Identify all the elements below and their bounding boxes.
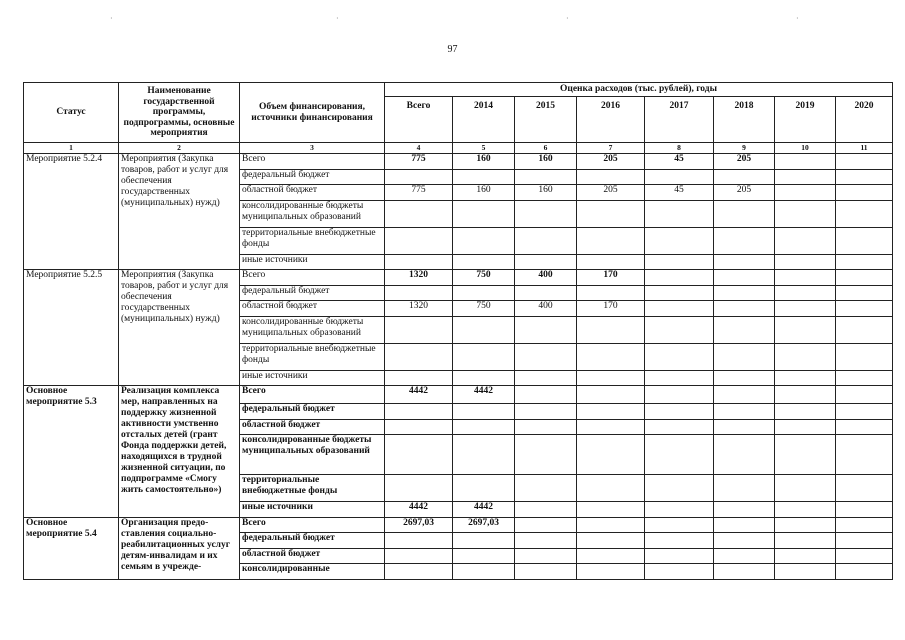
value-cell <box>577 502 645 518</box>
value-cell <box>714 533 775 549</box>
section-status: Мероприятие 5.2.4 <box>24 154 119 270</box>
value-cell <box>836 533 893 549</box>
value-cell <box>836 386 893 404</box>
value-cell: 160 <box>515 154 577 170</box>
value-cell <box>577 227 645 254</box>
value-cell <box>714 419 775 435</box>
value-cell <box>836 185 893 201</box>
value-cell <box>775 154 836 170</box>
value-cell <box>515 316 577 343</box>
funding-source: территориальные внебюджетные фонды <box>240 475 385 502</box>
table-row <box>24 517 893 533</box>
value-cell: 205 <box>577 185 645 201</box>
value-cell <box>836 254 893 270</box>
funding-source: территориальные внебюджетные фонды <box>240 227 385 254</box>
value-cell: 750 <box>453 301 515 317</box>
value-cell <box>645 301 714 317</box>
value-cell: 45 <box>645 154 714 170</box>
value-cell <box>645 419 714 435</box>
value-cell <box>775 435 836 475</box>
scan-speck: · <box>110 14 113 23</box>
value-cell <box>385 316 453 343</box>
value-cell <box>385 343 453 370</box>
value-cell <box>453 419 515 435</box>
column-index: 11 <box>836 143 893 154</box>
scan-speck: · <box>566 14 569 23</box>
value-cell <box>775 502 836 518</box>
value-cell <box>515 404 577 420</box>
value-cell <box>645 227 714 254</box>
value-cell: 4442 <box>453 502 515 518</box>
column-index: 5 <box>453 143 515 154</box>
value-cell <box>645 502 714 518</box>
value-cell <box>515 475 577 502</box>
value-cell <box>775 564 836 580</box>
value-cell <box>577 343 645 370</box>
value-cell <box>577 386 645 404</box>
column-index: 7 <box>577 143 645 154</box>
value-cell <box>577 254 645 270</box>
section-status: Основное мероприятие 5.4 <box>24 517 119 579</box>
value-cell <box>775 517 836 533</box>
value-cell: 160 <box>453 154 515 170</box>
value-cell <box>775 386 836 404</box>
value-cell <box>385 169 453 185</box>
section-name: Мероприятия (Закупка товаров, работ и услуг для обеспечения государственных (муниципальных) нужд) <box>119 270 240 386</box>
value-cell <box>577 548 645 564</box>
header-year-7: 2020 <box>836 97 893 143</box>
funding-source: иные источники <box>240 502 385 518</box>
funding-source: консолидированные <box>240 564 385 580</box>
column-index: 3 <box>240 143 385 154</box>
value-cell: 775 <box>385 185 453 201</box>
value-cell <box>515 435 577 475</box>
value-cell <box>775 316 836 343</box>
value-cell <box>714 404 775 420</box>
value-cell <box>453 169 515 185</box>
value-cell <box>453 316 515 343</box>
value-cell <box>714 370 775 386</box>
value-cell <box>453 404 515 420</box>
header-year-3: 2016 <box>577 97 645 143</box>
funding-source: консолидированные бюджеты муниципальных образований <box>240 435 385 475</box>
value-cell <box>714 227 775 254</box>
value-cell: 45 <box>645 185 714 201</box>
value-cell <box>775 548 836 564</box>
value-cell <box>645 404 714 420</box>
value-cell: 400 <box>515 270 577 286</box>
value-cell <box>577 200 645 227</box>
header-year-6: 2019 <box>775 97 836 143</box>
section-name: Организация предо-ставления социально-реабилитационных услуг детям-инвалидам и их семьям в учрежде- <box>119 517 240 579</box>
table-row <box>24 270 893 286</box>
value-cell: 4442 <box>385 502 453 518</box>
value-cell: 205 <box>714 185 775 201</box>
value-cell <box>836 227 893 254</box>
value-cell <box>836 548 893 564</box>
funding-source: областной бюджет <box>240 185 385 201</box>
value-cell <box>836 343 893 370</box>
value-cell <box>515 564 577 580</box>
value-cell: 750 <box>453 270 515 286</box>
funding-source: федеральный бюджет <box>240 533 385 549</box>
value-cell: 4442 <box>385 386 453 404</box>
funding-source: иные источники <box>240 370 385 386</box>
value-cell <box>836 517 893 533</box>
value-cell <box>714 475 775 502</box>
table-row <box>24 386 893 404</box>
header-status: Статус <box>24 83 119 143</box>
header-year-4: 2017 <box>645 97 714 143</box>
funding-source: областной бюджет <box>240 548 385 564</box>
column-index: 6 <box>515 143 577 154</box>
value-cell <box>515 200 577 227</box>
value-cell <box>515 285 577 301</box>
funding-source: консолидированные бюджеты муниципальных образований <box>240 200 385 227</box>
budget-table <box>23 82 893 580</box>
column-index: 2 <box>119 143 240 154</box>
value-cell <box>836 154 893 170</box>
value-cell <box>775 169 836 185</box>
value-cell <box>515 370 577 386</box>
value-cell: 205 <box>577 154 645 170</box>
value-cell <box>714 301 775 317</box>
header-name: Наименование государственной программы, подпрограммы, основные мероприятия <box>119 83 240 143</box>
value-cell <box>453 343 515 370</box>
header-source: Объем финансирования, источники финансирования <box>240 83 385 143</box>
value-cell <box>836 502 893 518</box>
section-name: Мероприятия (Закупка товаров, работ и услуг для обеспечения государственных (муниципальных) нужд) <box>119 154 240 270</box>
value-cell <box>714 316 775 343</box>
value-cell <box>836 301 893 317</box>
section-status: Мероприятие 5.2.5 <box>24 270 119 386</box>
value-cell: 1320 <box>385 270 453 286</box>
value-cell <box>577 370 645 386</box>
value-cell <box>645 370 714 386</box>
value-cell <box>385 285 453 301</box>
value-cell <box>645 517 714 533</box>
value-cell <box>385 227 453 254</box>
value-cell: 1320 <box>385 301 453 317</box>
funding-source: Всего <box>240 517 385 533</box>
value-cell: 205 <box>714 154 775 170</box>
value-cell <box>385 564 453 580</box>
value-cell <box>645 386 714 404</box>
value-cell <box>453 564 515 580</box>
value-cell <box>836 435 893 475</box>
value-cell <box>577 404 645 420</box>
value-cell <box>453 200 515 227</box>
column-index: 9 <box>714 143 775 154</box>
value-cell: 160 <box>515 185 577 201</box>
value-cell <box>385 254 453 270</box>
value-cell <box>836 564 893 580</box>
value-cell <box>577 475 645 502</box>
value-cell <box>453 548 515 564</box>
value-cell <box>775 270 836 286</box>
value-cell <box>515 533 577 549</box>
funding-source: Всего <box>240 154 385 170</box>
value-cell <box>836 404 893 420</box>
value-cell <box>577 435 645 475</box>
value-cell <box>515 419 577 435</box>
header-year-0: Всего <box>385 97 453 143</box>
funding-source: федеральный бюджет <box>240 404 385 420</box>
value-cell: 170 <box>577 301 645 317</box>
value-cell <box>775 185 836 201</box>
value-cell: 2697,03 <box>385 517 453 533</box>
value-cell <box>645 435 714 475</box>
value-cell <box>836 270 893 286</box>
value-cell <box>515 254 577 270</box>
funding-source: областной бюджет <box>240 419 385 435</box>
value-cell <box>775 533 836 549</box>
value-cell <box>577 169 645 185</box>
page-number: 97 <box>447 44 458 55</box>
column-index: 4 <box>385 143 453 154</box>
value-cell <box>836 200 893 227</box>
value-cell <box>385 533 453 549</box>
value-cell <box>385 370 453 386</box>
funding-source: консолидированные бюджеты муниципальных образований <box>240 316 385 343</box>
value-cell <box>645 285 714 301</box>
funding-source: федеральный бюджет <box>240 169 385 185</box>
value-cell <box>385 475 453 502</box>
value-cell <box>577 316 645 343</box>
funding-source: областной бюджет <box>240 301 385 317</box>
funding-source: федеральный бюджет <box>240 285 385 301</box>
value-cell <box>577 419 645 435</box>
value-cell <box>515 548 577 564</box>
value-cell <box>515 227 577 254</box>
value-cell <box>836 370 893 386</box>
value-cell <box>645 343 714 370</box>
value-cell <box>836 169 893 185</box>
value-cell: 775 <box>385 154 453 170</box>
value-cell <box>385 548 453 564</box>
funding-source: территориальные внебюджетные фонды <box>240 343 385 370</box>
value-cell <box>775 419 836 435</box>
section-status: Основное мероприятие 5.3 <box>24 386 119 518</box>
value-cell <box>453 435 515 475</box>
value-cell <box>645 200 714 227</box>
value-cell <box>453 254 515 270</box>
value-cell <box>453 285 515 301</box>
value-cell <box>714 200 775 227</box>
scan-speck: · <box>796 14 799 23</box>
value-cell <box>714 517 775 533</box>
value-cell <box>714 548 775 564</box>
value-cell <box>836 285 893 301</box>
value-cell: 400 <box>515 301 577 317</box>
funding-source: Всего <box>240 270 385 286</box>
scan-speck: · <box>336 14 339 23</box>
value-cell <box>385 419 453 435</box>
value-cell <box>645 475 714 502</box>
value-cell <box>515 386 577 404</box>
value-cell <box>836 316 893 343</box>
value-cell <box>577 285 645 301</box>
value-cell <box>714 270 775 286</box>
value-cell <box>775 370 836 386</box>
value-cell <box>775 227 836 254</box>
value-cell <box>645 270 714 286</box>
value-cell <box>714 343 775 370</box>
value-cell <box>714 386 775 404</box>
value-cell <box>453 533 515 549</box>
value-cell <box>515 502 577 518</box>
value-cell <box>714 254 775 270</box>
value-cell <box>385 200 453 227</box>
value-cell: 160 <box>453 185 515 201</box>
value-cell <box>645 254 714 270</box>
value-cell: 170 <box>577 270 645 286</box>
value-cell <box>577 564 645 580</box>
value-cell <box>645 316 714 343</box>
column-index: 1 <box>24 143 119 154</box>
value-cell <box>714 285 775 301</box>
value-cell <box>775 285 836 301</box>
funding-source: Всего <box>240 386 385 404</box>
value-cell <box>645 169 714 185</box>
value-cell: 2697,03 <box>453 517 515 533</box>
column-index: 10 <box>775 143 836 154</box>
section-name: Реализация комплекса мер, направленных на поддержку жизненной активности умственно отсталых детей (грант Фонда поддержки детей, находящихся в трудной жизненной ситуации, по подпрограмме «Смогу жить самостоятельно») <box>119 386 240 518</box>
header-estimate: Оценка расходов (тыс. рублей), годы <box>385 83 893 97</box>
header-year-1: 2014 <box>453 97 515 143</box>
column-index: 8 <box>645 143 714 154</box>
header-year-5: 2018 <box>714 97 775 143</box>
value-cell <box>385 435 453 475</box>
value-cell <box>577 533 645 549</box>
value-cell <box>775 254 836 270</box>
table-row <box>24 154 893 170</box>
value-cell <box>836 419 893 435</box>
funding-source: иные источники <box>240 254 385 270</box>
value-cell <box>645 533 714 549</box>
value-cell <box>775 301 836 317</box>
value-cell <box>515 517 577 533</box>
value-cell <box>453 370 515 386</box>
value-cell <box>515 343 577 370</box>
value-cell <box>645 564 714 580</box>
value-cell <box>775 343 836 370</box>
value-cell <box>714 169 775 185</box>
value-cell <box>577 517 645 533</box>
value-cell <box>775 200 836 227</box>
value-cell <box>775 475 836 502</box>
value-cell <box>515 169 577 185</box>
value-cell <box>836 475 893 502</box>
value-cell <box>453 475 515 502</box>
value-cell <box>385 404 453 420</box>
value-cell <box>775 404 836 420</box>
value-cell <box>714 564 775 580</box>
value-cell <box>453 227 515 254</box>
value-cell: 4442 <box>453 386 515 404</box>
value-cell <box>714 502 775 518</box>
header-year-2: 2015 <box>515 97 577 143</box>
value-cell <box>645 548 714 564</box>
value-cell <box>714 435 775 475</box>
